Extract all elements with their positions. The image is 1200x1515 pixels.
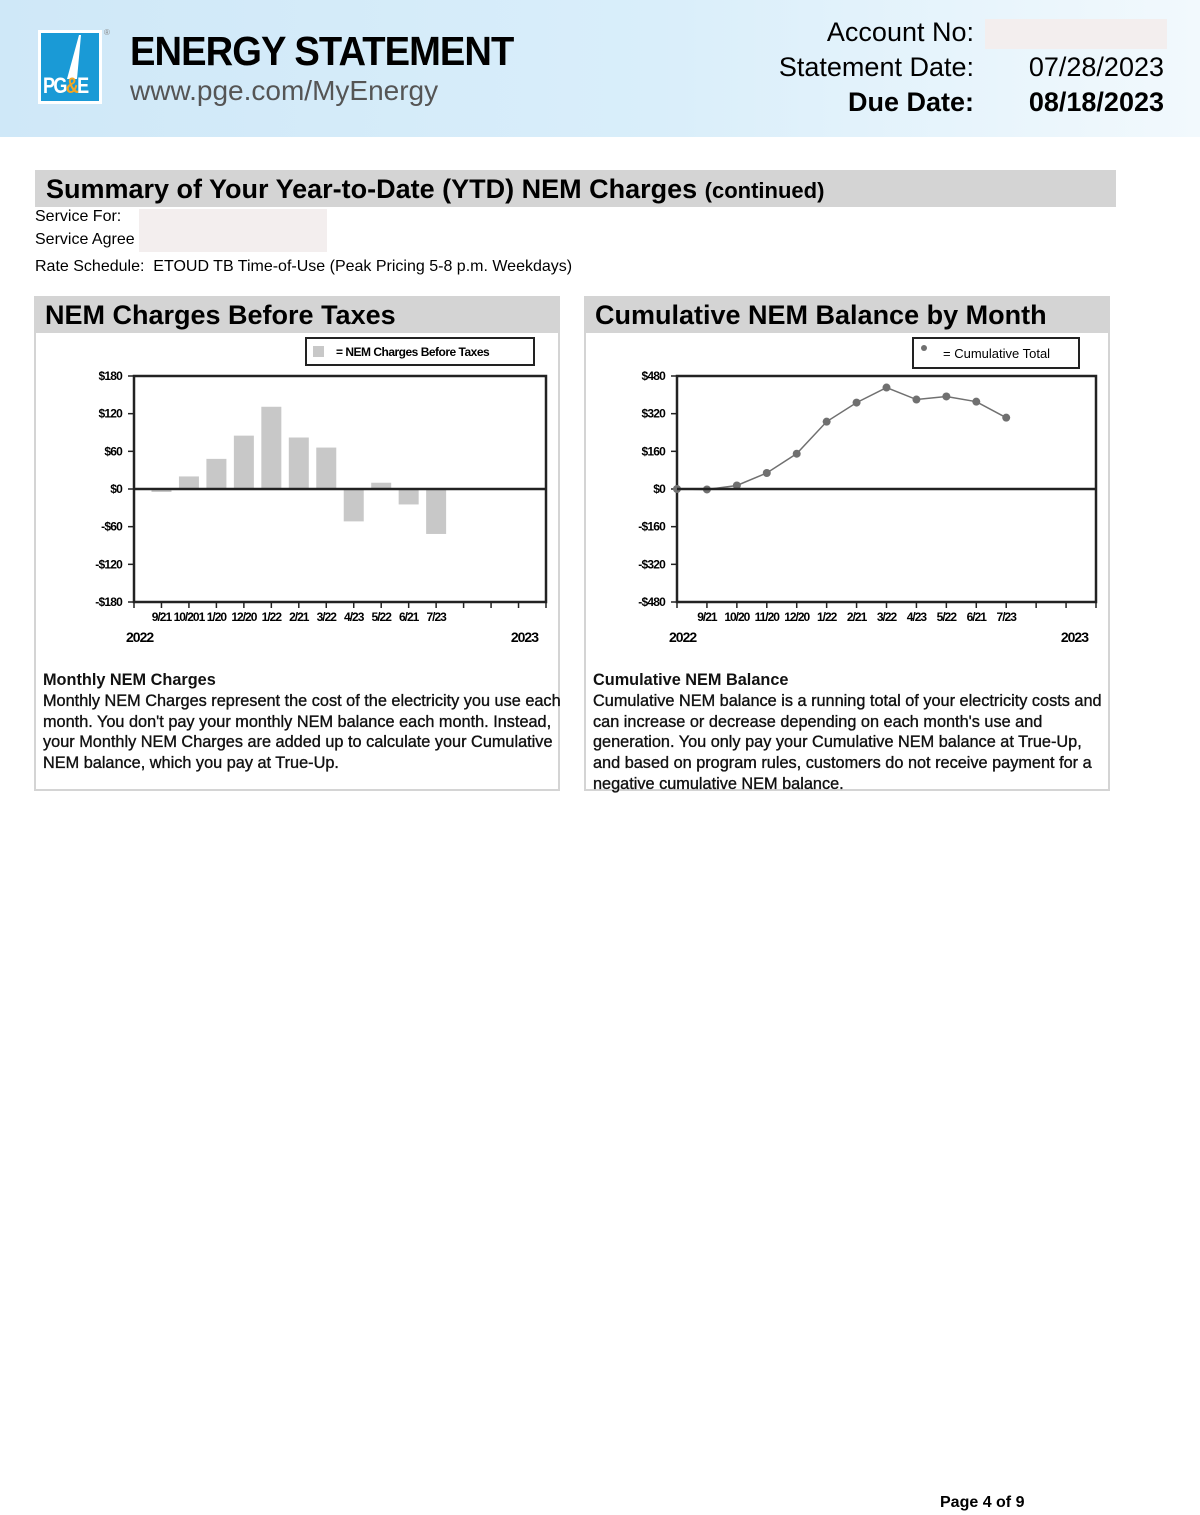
x-tick-label: 5/22 [936,610,957,624]
data-point-7/23 [1002,414,1010,422]
x-tick-label: 9/21 [697,610,717,624]
x-tick-label: 9/21 [151,610,172,624]
description-body: Monthly NEM Charges represent the cost of the electricity you use each month. You don't pay your monthly NEM balance each month. Instead, your Monthly NEM Charges are added up to calculate your Cumulative NEM balance, which you pay at True-Up. [43,691,561,773]
data-point-5/22 [942,392,950,400]
x-tick-label: 10/201 [173,610,205,624]
x-tick-label: 7/23 [996,610,1016,624]
page-number: Page 4 of 9 [940,1494,1025,1511]
legend-label: = NEM Charges Before Taxes [336,345,490,359]
nem-charges-bar-chart [36,298,558,668]
panel-title: NEM Charges Before Taxes [45,300,396,330]
x-end-year: 2023 [1060,629,1088,645]
cumulative-balance-line-chart [586,298,1108,668]
x-tick-label: 1/22 [816,610,837,624]
panel-description [593,670,1111,795]
section-title-suffix: (continued) [704,178,825,203]
y-tick-label: -$480 [638,595,665,609]
y-tick-label: -$60 [101,519,122,534]
bar-1/22 [261,407,281,489]
legend-label: = Cumulative Total [943,346,1051,361]
y-tick-label: $160 [641,444,665,459]
bar-4/23 [344,490,364,521]
y-tick-label: $480 [641,369,665,383]
x-tick-label: 11/20 [754,610,779,624]
panel-title: Cumulative NEM Balance by Month [595,300,1047,330]
account-number-redacted [985,19,1167,49]
y-tick-label: -$180 [95,595,122,609]
bar-7/23 [426,490,446,534]
y-tick-label: $0 [110,482,122,496]
x-tick-label: 6/21 [966,610,986,624]
bar-2/21 [289,438,309,489]
x-tick-label: 12/20 [231,610,257,624]
x-tick-label: 5/22 [371,610,391,624]
x-tick-label: 1/20 [206,610,227,624]
section-header [35,170,1116,207]
bar-10/20 [179,476,199,489]
statement-date: 07/28/2023 [1028,52,1164,82]
section-title [46,174,824,205]
service-for-label: Service For: [35,208,122,225]
service-agreement-label: Service Agree [35,231,135,248]
x-tick-label: 4/23 [906,610,927,624]
data-point-3/22 [883,384,891,392]
bar-9/21 [151,490,171,492]
x-tick-label: 10/20 [724,610,750,624]
rate-schedule [35,258,572,276]
section-title-text: Summary of Your Year-to-Date (YTD) NEM Charges [46,174,698,204]
statement-date-label: Statement Date: [778,52,974,82]
x-tick-label: 3/22 [876,610,897,624]
y-tick-label: -$120 [95,557,122,572]
x-tick-label: 3/22 [316,610,336,624]
panel-description [43,670,561,774]
bar-6/21 [399,490,419,504]
y-tick-label: $320 [641,406,665,421]
pge-logo [38,30,102,104]
data-point-6/21 [972,398,980,406]
x-start-year: 2022 [669,629,697,645]
y-tick-label: -$160 [638,519,665,534]
data-point-1/22 [823,418,831,426]
x-start-year: 2022 [126,629,154,645]
service-info-redacted [139,209,327,252]
y-tick-label: -$320 [638,557,665,572]
bar-12/20 [234,436,254,489]
y-tick-label: $0 [653,482,665,496]
description-title: Monthly NEM Charges [43,671,216,689]
rate-schedule-label: Rate Schedule: [35,258,145,275]
bar-3/22 [316,448,336,489]
x-tick-label: 2/21 [289,610,309,624]
website-link[interactable]: www.pge.com/MyEnergy [130,75,439,106]
legend-marker [921,345,927,351]
data-point-12/20 [793,450,801,458]
x-tick-label: 12/20 [784,610,810,624]
data-point-4/23 [912,396,920,404]
x-tick-label: 6/21 [398,610,419,624]
x-tick-label: 4/23 [344,610,364,624]
registered-mark: ® [104,28,110,37]
x-tick-label: 7/23 [426,610,446,624]
statement-header [0,0,1200,137]
account-label: Account No: [826,17,974,47]
nem-charges-panel [34,296,560,791]
page-title: ENERGY STATEMENT [130,28,514,74]
legend-swatch [313,346,324,357]
rate-schedule-value: ETOUD TB Time-of-Use (Peak Pricing 5-8 p.m. Weekdays) [153,258,573,275]
due-date-label: Due Date: [847,87,974,117]
y-tick-label: $60 [104,444,122,459]
data-point-11/20 [763,469,771,477]
y-tick-label: $180 [98,369,122,383]
x-tick-label: 1/22 [261,610,282,624]
bar-11/20 [206,459,226,489]
cumulative-balance-panel [584,296,1110,791]
x-tick-label: 2/21 [846,610,867,624]
description-title: Cumulative NEM Balance [593,671,789,689]
logo-text: PG&E [43,73,88,98]
data-point-2/21 [853,399,861,407]
y-tick-label: $120 [98,406,122,421]
x-end-year: 2023 [510,629,538,645]
due-date: 08/18/2023 [1028,87,1164,117]
description-body: Cumulative NEM balance is a running total of your electricity costs and can increase or decrease depending on each month's use and generation. You only pay your Cumulative NEM balance at True-Up, and based on program rules, customers do not receive payment for a negative cumulative NEM balance. [593,691,1102,793]
